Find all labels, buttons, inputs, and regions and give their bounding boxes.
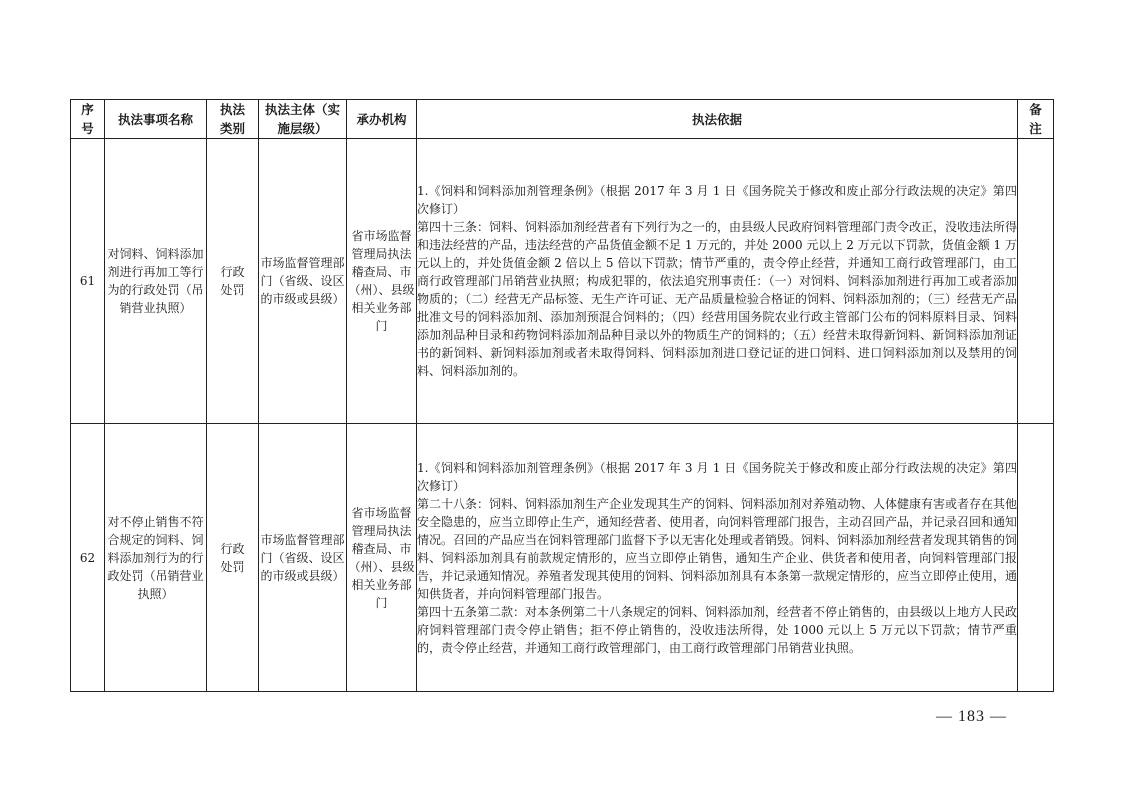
header-basis: 执法依据 <box>417 100 1018 139</box>
basis-paragraph: 第四十五条第二款：对本条例第二十八条规定的饲料、饲料添加剂，经营者不停止销售的，由县级以上地方人民政府饲料管理部门责令停止销售；拒不停止销售的，没收违法所得，处 1000 元以上 5 万元以下罚款；情节严重的，责令停止经营，并通知工商行政管理部门，由工商行政管理部门吊销营业执照。 <box>417 604 1018 655</box>
row-category: 行政处罚 <box>207 139 259 424</box>
page-number: — 183 — <box>936 708 1007 725</box>
basis-paragraph: 1.《饲料和饲料添加剂管理条例》（根据 2017 年 3 月 1 日《国务院关于修改和废止部分行政法规的决定》第四次修订） <box>417 460 1017 493</box>
row-no: 62 <box>71 424 105 692</box>
row-category: 行政处罚 <box>207 424 259 692</box>
row-remark <box>1018 139 1054 424</box>
row-org: 省市场监督管理局执法稽查局、市（州）、县级相关业务部门 <box>347 139 417 424</box>
row-basis <box>417 424 1018 692</box>
table-row <box>71 139 1054 424</box>
header-remark: 备注 <box>1018 100 1054 139</box>
header-no: 序号 <box>71 100 105 139</box>
row-item-name: 对不停止销售不符合规定的饲料、饲料添加剂行为的行政处罚（吊销营业执照） <box>105 424 207 692</box>
row-subject: 市场监督管理部门（省级、设区的市级或县级） <box>259 424 347 692</box>
row-remark <box>1018 424 1054 692</box>
row-no: 61 <box>71 139 105 424</box>
row-basis <box>417 139 1018 424</box>
row-item-name: 对饲料、饲料添加剂进行再加工等行为的行政处罚（吊销营业执照） <box>105 139 207 424</box>
basis-paragraph: 1.《饲料和饲料添加剂管理条例》（根据 2017 年 3 月 1 日《国务院关于修改和废止部分行政法规的决定》第四次修订） <box>417 184 1017 216</box>
basis-paragraph: 第四十三条：饲料、饲料添加剂经营者有下列行为之一的，由县级人民政府饲料管理部门责令改正，没收违法所得和违法经营的产品，违法经营的产品货值金额不足 1 万元的，并处 2000 元以上 2 万元以下罚款，货值金额 1 万元以上的，并处货值金额 2 倍以上 5 倍以下罚款；情节严重的，责令停止经营，并通知工商行政管理部门，由工商行政管理部门吊销营业执照；构成犯罪的，依法追究刑事责任：（一）对饲料、饲料添加剂进行再加工或者添加物质的；（二）经营无产品标签、无生产许可证、无产品质量检验合格证的饲料、饲料添加剂的；（三）经营无产品批准文号的饲料添加剂、添加剂预混合饲料的；（四）经营用国务院农业行政主管部门公布的饲料原料目录、饲料添加剂品种目录和药物饲料添加剂品种目录以外的物质生产的饲料的；（五）经营未取得新饲料、新饲料添加剂证书的新饲料、新饲料添加剂或者未取得饲料、饲料添加剂进口登记证的进口饲料、进口饲料添加剂以及禁用的饲料、饲料添加剂的。 <box>417 220 1018 378</box>
basis-paragraph: 第二十八条：饲料、饲料添加剂生产企业发现其生产的饲料、饲料添加剂对养殖动物、人体健康有害或者存在其他安全隐患的，应当立即停止生产，通知经营者、使用者，向饲料管理部门报告，主动召回产品，并记录召回和通知情况。召回的产品应当在饲料管理部门监督下予以无害化处理或者销毁。饲料、饲料添加剂经营者发现其销售的饲料、饲料添加剂具有前款规定情形的，应当立即停止销售，通知生产企业、供货者和使用者，向饲料管理部门报告，并记录通知情况。养殖者发现其使用的饲料、饲料添加剂具有本条第一款规定情形的，应当立即停止使用，通知供货者，并向饲料管理部门报告。 <box>417 496 1018 601</box>
row-subject: 市场监督管理部门（省级、设区的市级或县级） <box>259 139 347 424</box>
header-item-name: 执法事项名称 <box>105 100 207 139</box>
enforcement-items-table <box>70 99 1054 692</box>
table-header-row <box>71 100 1054 139</box>
header-subject: 执法主体（实施层级） <box>259 100 347 139</box>
header-category: 执法类别 <box>207 100 259 139</box>
row-org: 省市场监督管理局执法稽查局、市（州）、县级相关业务部门 <box>347 424 417 692</box>
table-row <box>71 424 1054 692</box>
header-org: 承办机构 <box>347 100 417 139</box>
